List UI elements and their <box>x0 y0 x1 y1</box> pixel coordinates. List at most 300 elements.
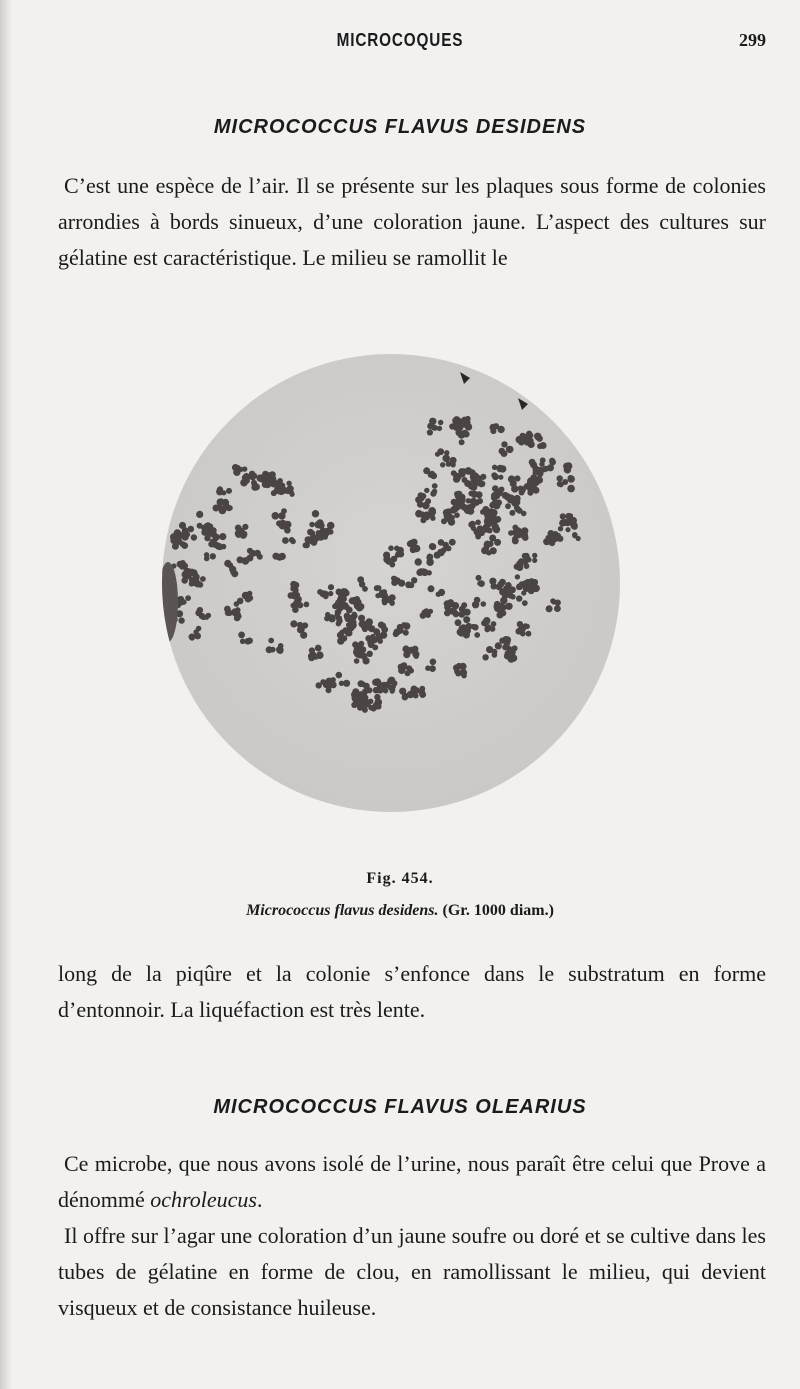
coccus <box>183 571 190 578</box>
coccus <box>204 535 210 541</box>
coccus <box>374 694 380 700</box>
coccus <box>432 483 438 489</box>
coccus <box>508 655 515 662</box>
coccus <box>226 488 232 494</box>
coccus <box>242 466 247 471</box>
coccus <box>328 591 333 596</box>
coccus <box>374 585 380 591</box>
coccus <box>368 699 373 704</box>
coccus <box>472 474 477 479</box>
coccus <box>428 554 433 559</box>
coccus <box>240 639 246 645</box>
coccus <box>290 620 297 627</box>
coccus <box>309 530 315 536</box>
coccus <box>277 488 284 495</box>
coccus <box>474 632 480 638</box>
coccus <box>547 533 554 540</box>
coccus <box>247 638 253 644</box>
coccus <box>388 545 394 551</box>
paragraph-olearius-culture: Il offre sur l’agar une coloration d’un jaune soufre ou doré et se cultive dans les tubes de gélatine en forme de clou, en ramollissant le milieu, qui devient visqueux et de consistance huileuse. <box>58 1223 766 1320</box>
coccus <box>197 607 203 613</box>
coccus <box>223 503 228 508</box>
coccus <box>486 646 493 653</box>
coccus <box>453 475 460 482</box>
figure-caption-magnification: (Gr. 1000 diam.) <box>442 902 554 919</box>
coccus <box>405 581 412 588</box>
coccus <box>284 527 291 534</box>
coccus <box>453 418 460 425</box>
coccus <box>453 664 460 671</box>
coccus <box>362 707 368 713</box>
coccus <box>496 465 503 472</box>
figure-caption <box>0 902 800 920</box>
coccus <box>474 597 480 603</box>
coccus <box>415 558 422 565</box>
coccus <box>451 470 457 476</box>
coccus <box>465 623 472 630</box>
coccus <box>390 689 395 694</box>
paragraph-olearius-intro <box>58 1146 766 1218</box>
coccus <box>176 538 183 545</box>
coccus <box>383 552 390 559</box>
coccus <box>493 492 499 498</box>
coccus <box>494 539 501 546</box>
coccus <box>449 539 456 546</box>
coccus <box>183 531 190 538</box>
coccus <box>292 606 299 613</box>
coccus <box>492 474 499 481</box>
coccus <box>428 609 433 614</box>
coccus <box>522 580 528 586</box>
coccus <box>446 514 453 521</box>
coccus <box>391 684 396 689</box>
coccus <box>557 536 563 542</box>
coccus <box>430 659 437 666</box>
coccus <box>316 519 323 526</box>
coccus <box>341 596 347 602</box>
coccus <box>391 556 398 563</box>
coccus <box>428 585 435 592</box>
coccus <box>367 625 374 632</box>
coccus <box>455 619 462 626</box>
coccus <box>238 632 245 639</box>
coccus <box>427 423 434 430</box>
coccus <box>231 570 238 577</box>
coccus <box>452 602 459 609</box>
coccus <box>413 545 420 552</box>
coccus <box>518 437 525 444</box>
coccus <box>443 542 449 548</box>
coccus <box>463 631 470 638</box>
coccus <box>429 665 436 672</box>
coccus <box>240 532 247 539</box>
coccus <box>572 533 577 538</box>
page-number: 299 <box>739 30 766 50</box>
coccus <box>395 551 401 557</box>
coccus <box>178 598 185 605</box>
coccus <box>417 501 424 508</box>
coccus <box>216 488 223 495</box>
coccus <box>349 597 356 604</box>
coccus <box>436 592 441 597</box>
coccus <box>227 505 232 510</box>
coccus <box>557 481 563 487</box>
coccus <box>203 523 210 530</box>
coccus <box>421 568 427 574</box>
coccus <box>316 532 321 537</box>
coccus <box>512 529 519 536</box>
coccus <box>496 500 502 506</box>
coccus <box>181 542 188 549</box>
coccus <box>323 682 329 688</box>
coccus <box>499 603 504 608</box>
coccus <box>378 622 385 629</box>
coccus <box>498 475 503 480</box>
paragraph-desidens-continued: long de la piqûre et la colonie s’enfonce dans le substratum en forme d’entonnoir. La liquéfaction est très lente. <box>58 961 766 1022</box>
coccus <box>424 488 429 493</box>
coccus <box>210 539 216 545</box>
coccus <box>525 555 530 560</box>
coccus <box>568 475 575 482</box>
coccus <box>191 534 197 540</box>
coccus <box>299 623 305 629</box>
coccus <box>282 537 289 544</box>
microscope-field <box>162 354 620 812</box>
coccus <box>432 489 438 495</box>
coccus <box>362 688 368 694</box>
coccus <box>272 512 280 520</box>
coccus <box>392 576 398 582</box>
coccus <box>532 553 537 558</box>
coccus <box>219 508 225 514</box>
coccus <box>199 613 205 619</box>
coccus <box>320 590 327 597</box>
coccus <box>304 602 310 608</box>
coccus <box>398 664 405 671</box>
coccus <box>328 584 334 590</box>
coccus <box>204 552 209 557</box>
coccus <box>523 585 530 592</box>
coccus <box>188 526 195 533</box>
coccus <box>234 601 240 607</box>
coccus <box>434 552 441 559</box>
coccus <box>492 465 497 470</box>
coccus <box>419 493 425 499</box>
coccus <box>423 513 430 520</box>
coccus <box>361 654 367 660</box>
section-title-flavus-olearius: MICROCOCCUS FLAVUS OLEARIUS <box>213 1096 587 1118</box>
coccus <box>490 428 496 434</box>
running-head <box>0 30 800 54</box>
coccus <box>472 624 478 630</box>
paragraph-desidens-intro: C’est une espèce de l’air. Il se présente sur les plaques sous forme de colonies arrondies à bords sinueux, d’une coloration jaune. L’aspect des cultures sur gélatine est caractéristique. Le milieu se ramollit le <box>58 173 766 270</box>
coccus <box>257 474 264 481</box>
coccus <box>514 563 520 569</box>
coccus <box>464 506 472 514</box>
coccus <box>346 622 352 628</box>
coccus <box>527 477 534 484</box>
coccus <box>213 505 220 512</box>
coccus <box>334 612 340 618</box>
coccus <box>219 533 226 540</box>
coccus <box>344 605 350 611</box>
coccus <box>507 592 513 598</box>
coccus <box>489 578 496 585</box>
coccus <box>533 470 539 476</box>
coccus <box>435 452 440 457</box>
coccus <box>456 429 463 436</box>
coccus <box>549 458 555 464</box>
coccus <box>337 637 344 644</box>
coccus <box>516 595 522 601</box>
coccus <box>476 525 483 532</box>
coccus <box>461 602 467 608</box>
coccus <box>554 605 561 612</box>
coccus <box>373 687 380 694</box>
coccus <box>389 562 395 568</box>
coccus <box>512 537 519 544</box>
coccus <box>550 598 555 603</box>
coccus <box>343 590 350 597</box>
coccus <box>336 672 343 679</box>
coccus <box>409 690 416 697</box>
coccus <box>245 474 251 480</box>
coccus <box>354 658 360 664</box>
coccus <box>484 511 491 518</box>
coccus <box>177 561 184 568</box>
coccus <box>181 577 188 584</box>
coccus <box>277 647 284 654</box>
coccus <box>242 524 248 530</box>
coccus <box>461 468 467 474</box>
coccus <box>279 520 286 527</box>
coccus <box>279 483 285 489</box>
paragraph-olearius-intro-text: Ce microbe, que nous avons isolé de l’urine, nous paraît être celui que Prove a dénommé ochroleucus. <box>58 1151 766 1212</box>
coccus <box>514 495 521 502</box>
coccus <box>484 543 490 549</box>
coccus <box>505 503 511 509</box>
coccus <box>454 512 460 518</box>
coccus <box>196 626 202 632</box>
coccus <box>481 601 487 607</box>
coccus <box>365 635 372 642</box>
coccus <box>399 688 406 695</box>
figure-caption-species: Micrococcus flavus desidens. <box>246 902 439 919</box>
coccus <box>491 621 497 627</box>
coccus <box>482 654 488 660</box>
coccus <box>519 490 525 496</box>
coccus <box>371 706 377 712</box>
coccus <box>454 491 460 497</box>
coccus <box>336 618 342 624</box>
coccus <box>464 609 471 616</box>
coccus <box>289 537 295 543</box>
coccus <box>557 475 563 481</box>
coccus <box>463 616 470 623</box>
coccus <box>505 582 512 589</box>
figure-label: Fig. 454. <box>366 870 434 887</box>
coccus <box>209 527 216 534</box>
running-title: MICROCOQUES <box>336 30 464 50</box>
coccus <box>268 638 274 644</box>
coccus <box>281 508 287 514</box>
coccus <box>521 511 527 517</box>
coccus <box>567 485 575 493</box>
micrograph-image <box>160 352 622 814</box>
coccus <box>285 487 292 494</box>
coccus <box>247 595 253 601</box>
coccus <box>515 574 520 579</box>
coccus <box>191 579 199 587</box>
coccus <box>312 510 319 517</box>
coccus <box>446 461 452 467</box>
coccus <box>445 508 452 515</box>
coccus <box>429 543 436 550</box>
coccus <box>397 627 404 634</box>
coccus <box>521 531 529 539</box>
coccus <box>564 466 572 474</box>
coccus <box>495 642 502 649</box>
coccus <box>224 606 231 613</box>
coccus <box>487 528 493 534</box>
coccus <box>464 480 471 487</box>
coccus <box>423 467 430 474</box>
coccus <box>534 433 541 440</box>
coccus <box>332 604 338 610</box>
coccus <box>382 683 387 688</box>
coccus <box>438 420 443 425</box>
coccus <box>559 519 566 526</box>
coccus <box>232 464 239 471</box>
coccus <box>345 615 351 621</box>
coccus <box>200 576 206 582</box>
coccus <box>352 613 358 619</box>
coccus <box>476 575 482 581</box>
coccus <box>419 686 425 692</box>
coccus <box>504 640 511 647</box>
coccus <box>469 521 476 528</box>
coccus <box>372 679 379 686</box>
coccus <box>315 645 322 652</box>
coccus <box>475 520 481 526</box>
coccus <box>210 553 216 559</box>
coccus <box>354 696 360 702</box>
coccus <box>178 617 184 623</box>
coccus <box>406 665 411 670</box>
coccus <box>253 483 260 490</box>
coccus <box>546 605 553 612</box>
coccus <box>529 459 536 466</box>
coccus <box>235 525 242 532</box>
species-name-ochroleucus: ochroleucus <box>150 1187 257 1212</box>
coccus <box>357 603 364 610</box>
coccus <box>394 546 400 552</box>
coccus <box>367 651 373 657</box>
coccus <box>476 491 483 498</box>
coccus <box>487 520 492 525</box>
coccus <box>483 617 490 624</box>
coccus <box>201 529 207 535</box>
coccus <box>376 704 382 710</box>
coccus <box>356 643 362 649</box>
coccus <box>514 475 520 481</box>
coccus <box>309 522 315 528</box>
coccus <box>558 526 563 531</box>
coccus <box>363 683 370 690</box>
coccus <box>328 614 335 621</box>
coccus <box>572 524 578 530</box>
coccus <box>412 651 419 658</box>
coccus <box>385 596 392 603</box>
coccus <box>532 558 537 563</box>
coccus <box>458 498 465 505</box>
coccus <box>206 613 212 619</box>
coccus <box>237 556 244 563</box>
page-edge-shadow <box>0 0 12 1389</box>
coccus <box>316 682 322 688</box>
coccus <box>279 553 286 560</box>
coccus <box>514 506 520 512</box>
coccus <box>540 457 546 463</box>
coccus <box>491 548 497 554</box>
coccus <box>511 485 518 492</box>
coccus <box>196 511 203 518</box>
coccus <box>300 632 307 639</box>
coccus <box>510 649 516 655</box>
coccus <box>309 647 315 653</box>
coccus <box>454 505 459 510</box>
coccus <box>538 467 544 473</box>
coccus <box>459 439 465 445</box>
coccus <box>270 647 276 653</box>
coccus <box>373 628 380 635</box>
coccus <box>409 540 414 545</box>
coccus <box>427 429 433 435</box>
coccus <box>398 580 404 586</box>
coccus <box>522 600 528 606</box>
coccus <box>272 479 277 484</box>
coccus <box>499 448 506 455</box>
coccus <box>185 595 191 601</box>
coccus <box>527 437 534 444</box>
coccus <box>526 631 532 637</box>
micrograph-figure <box>160 352 622 814</box>
coccus <box>215 543 222 550</box>
coccus <box>362 626 368 632</box>
coccus <box>411 577 417 583</box>
coccus <box>295 600 301 606</box>
coccus <box>499 588 506 595</box>
coccus <box>531 579 538 586</box>
coccus <box>362 586 368 592</box>
coccus <box>308 655 315 662</box>
coccus <box>506 446 513 453</box>
coccus <box>453 611 460 618</box>
coccus <box>358 615 365 622</box>
coccus <box>247 548 253 554</box>
coccus <box>543 466 549 472</box>
coccus <box>295 592 300 597</box>
coccus <box>190 634 196 640</box>
coccus <box>501 441 507 447</box>
coccus <box>523 623 529 629</box>
coccus <box>339 681 344 686</box>
coccus <box>327 522 335 530</box>
coccus <box>478 580 485 587</box>
coccus <box>405 670 411 676</box>
coccus <box>316 651 324 659</box>
coccus <box>560 513 566 519</box>
